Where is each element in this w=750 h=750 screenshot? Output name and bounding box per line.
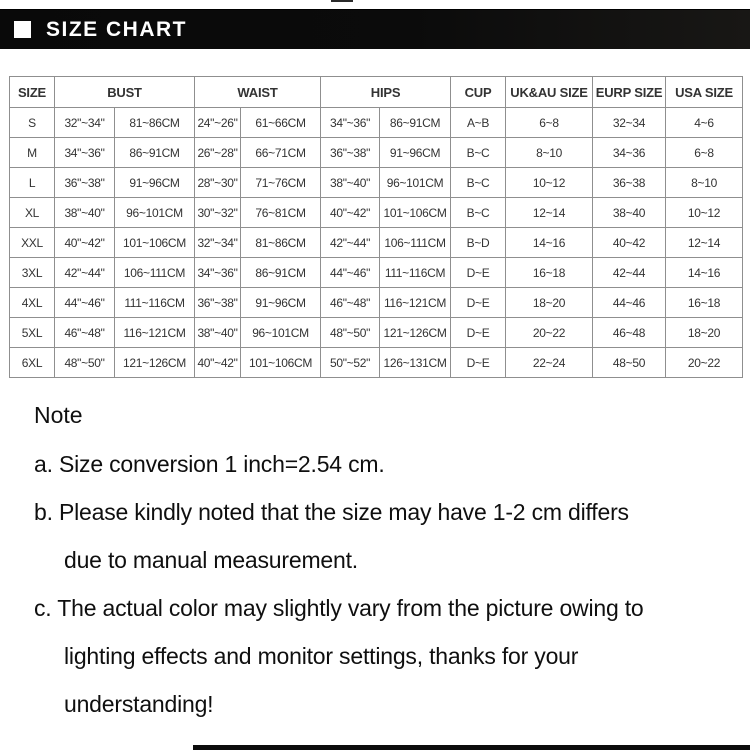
value-cell: 10~12 — [506, 168, 593, 198]
value-cell: 44~46 — [593, 288, 666, 318]
value-cell: 14~16 — [506, 228, 593, 258]
size-cell: L — [10, 168, 55, 198]
value-cell: 44"~46" — [55, 288, 115, 318]
value-cell: 26"~28" — [195, 138, 241, 168]
table-row — [10, 108, 743, 138]
value-cell: 34"~36" — [321, 108, 380, 138]
col-header-usa: USA SIZE — [666, 77, 743, 108]
value-cell: 48~50 — [593, 348, 666, 378]
note-line: c. The actual color may slightly vary from the picture owing to — [34, 595, 644, 621]
note-item-c — [34, 584, 738, 728]
value-cell: 86~91CM — [115, 138, 195, 168]
value-cell: 34"~36" — [55, 138, 115, 168]
value-cell: B~C — [451, 198, 506, 228]
value-cell: 81~86CM — [241, 228, 321, 258]
value-cell: 96~101CM — [115, 198, 195, 228]
value-cell: 12~14 — [506, 198, 593, 228]
value-cell: 111~116CM — [380, 258, 451, 288]
size-chart-banner — [0, 9, 750, 49]
value-cell: 22~24 — [506, 348, 593, 378]
size-cell: 4XL — [10, 288, 55, 318]
value-cell: 14~16 — [666, 258, 743, 288]
value-cell: 10~12 — [666, 198, 743, 228]
notes-heading: Note — [34, 402, 83, 428]
col-header-waist: WAIST — [195, 77, 321, 108]
note-line: due to manual measurement. — [64, 547, 358, 573]
value-cell: 42~44 — [593, 258, 666, 288]
size-cell: 5XL — [10, 318, 55, 348]
banner-title: SIZE CHART — [46, 17, 187, 41]
value-cell: 46~48 — [593, 318, 666, 348]
value-cell: 116~121CM — [115, 318, 195, 348]
value-cell: B~D — [451, 228, 506, 258]
value-cell: 40~42 — [593, 228, 666, 258]
table-row — [10, 288, 743, 318]
col-header-hips: HIPS — [321, 77, 451, 108]
value-cell: 36"~38" — [195, 288, 241, 318]
value-cell: 36~38 — [593, 168, 666, 198]
value-cell: 20~22 — [666, 348, 743, 378]
value-cell: 101~106CM — [241, 348, 321, 378]
size-cell: 3XL — [10, 258, 55, 288]
value-cell: 38"~40" — [321, 168, 380, 198]
value-cell: 40"~42" — [321, 198, 380, 228]
note-line: understanding! — [64, 691, 214, 717]
value-cell: 38"~40" — [55, 198, 115, 228]
note-line: a. Size conversion 1 inch=2.54 cm. — [34, 451, 385, 477]
value-cell: 44"~46" — [321, 258, 380, 288]
note-line: lighting effects and monitor settings, thanks for your — [64, 643, 579, 669]
size-cell: 6XL — [10, 348, 55, 378]
value-cell: 106~111CM — [380, 228, 451, 258]
value-cell: 66~71CM — [241, 138, 321, 168]
value-cell: 106~111CM — [115, 258, 195, 288]
value-cell: 16~18 — [506, 258, 593, 288]
col-header-eurp: EURP SIZE — [593, 77, 666, 108]
value-cell: 32"~34" — [55, 108, 115, 138]
value-cell: 40"~42" — [55, 228, 115, 258]
size-cell: XXL — [10, 228, 55, 258]
value-cell: 38~40 — [593, 198, 666, 228]
col-header-size: SIZE — [10, 77, 55, 108]
value-cell: B~C — [451, 138, 506, 168]
notes-section — [34, 400, 738, 728]
size-cell: S — [10, 108, 55, 138]
value-cell: B~C — [451, 168, 506, 198]
value-cell: 6~8 — [506, 108, 593, 138]
note-item-b — [34, 488, 738, 584]
table-header-row — [10, 77, 743, 108]
value-cell: 12~14 — [666, 228, 743, 258]
value-cell: 4~6 — [666, 108, 743, 138]
value-cell: 42"~44" — [321, 228, 380, 258]
value-cell: 48"~50" — [321, 318, 380, 348]
value-cell: 126~131CM — [380, 348, 451, 378]
value-cell: 96~101CM — [380, 168, 451, 198]
value-cell: 101~106CM — [115, 228, 195, 258]
value-cell: 91~96CM — [241, 288, 321, 318]
table-row — [10, 258, 743, 288]
size-cell: XL — [10, 198, 55, 228]
value-cell: 16~18 — [666, 288, 743, 318]
value-cell: 121~126CM — [380, 318, 451, 348]
value-cell: 32~34 — [593, 108, 666, 138]
value-cell: 36"~38" — [55, 168, 115, 198]
value-cell: 91~96CM — [115, 168, 195, 198]
note-item-a — [34, 440, 738, 488]
value-cell: 42"~44" — [55, 258, 115, 288]
value-cell: 8~10 — [666, 168, 743, 198]
size-table-body — [10, 108, 743, 378]
value-cell: 18~20 — [506, 288, 593, 318]
size-cell: M — [10, 138, 55, 168]
value-cell: 50"~52" — [321, 348, 380, 378]
value-cell: 71~76CM — [241, 168, 321, 198]
bottom-banner-edge — [193, 745, 750, 750]
note-line: b. Please kindly noted that the size may have 1-2 cm differs — [34, 499, 629, 525]
col-header-cup: CUP — [451, 77, 506, 108]
value-cell: 48"~50" — [55, 348, 115, 378]
value-cell: 46"~48" — [321, 288, 380, 318]
value-cell: 61~66CM — [241, 108, 321, 138]
value-cell: 30"~32" — [195, 198, 241, 228]
value-cell: 28"~30" — [195, 168, 241, 198]
value-cell: D~E — [451, 318, 506, 348]
value-cell: 32"~34" — [195, 228, 241, 258]
value-cell: 101~106CM — [380, 198, 451, 228]
value-cell: D~E — [451, 288, 506, 318]
value-cell: D~E — [451, 348, 506, 378]
value-cell: 96~101CM — [241, 318, 321, 348]
value-cell: A~B — [451, 108, 506, 138]
table-row — [10, 198, 743, 228]
value-cell: 81~86CM — [115, 108, 195, 138]
size-chart-table — [9, 76, 743, 378]
value-cell: 8~10 — [506, 138, 593, 168]
col-header-ukau: UK&AU SIZE — [506, 77, 593, 108]
top-edge-artifact — [331, 0, 353, 2]
value-cell: 24"~26" — [195, 108, 241, 138]
value-cell: 34~36 — [593, 138, 666, 168]
table-row — [10, 318, 743, 348]
value-cell: 36"~38" — [321, 138, 380, 168]
value-cell: 121~126CM — [115, 348, 195, 378]
value-cell: 40"~42" — [195, 348, 241, 378]
value-cell: 34"~36" — [195, 258, 241, 288]
square-bullet-icon — [14, 21, 31, 38]
value-cell: D~E — [451, 258, 506, 288]
value-cell: 86~91CM — [380, 108, 451, 138]
table-row — [10, 138, 743, 168]
value-cell: 111~116CM — [115, 288, 195, 318]
value-cell: 18~20 — [666, 318, 743, 348]
value-cell: 76~81CM — [241, 198, 321, 228]
table-row — [10, 348, 743, 378]
value-cell: 46"~48" — [55, 318, 115, 348]
col-header-bust: BUST — [55, 77, 195, 108]
value-cell: 116~121CM — [380, 288, 451, 318]
table-row — [10, 228, 743, 258]
value-cell: 6~8 — [666, 138, 743, 168]
value-cell: 38"~40" — [195, 318, 241, 348]
value-cell: 86~91CM — [241, 258, 321, 288]
table-row — [10, 168, 743, 198]
value-cell: 20~22 — [506, 318, 593, 348]
value-cell: 91~96CM — [380, 138, 451, 168]
